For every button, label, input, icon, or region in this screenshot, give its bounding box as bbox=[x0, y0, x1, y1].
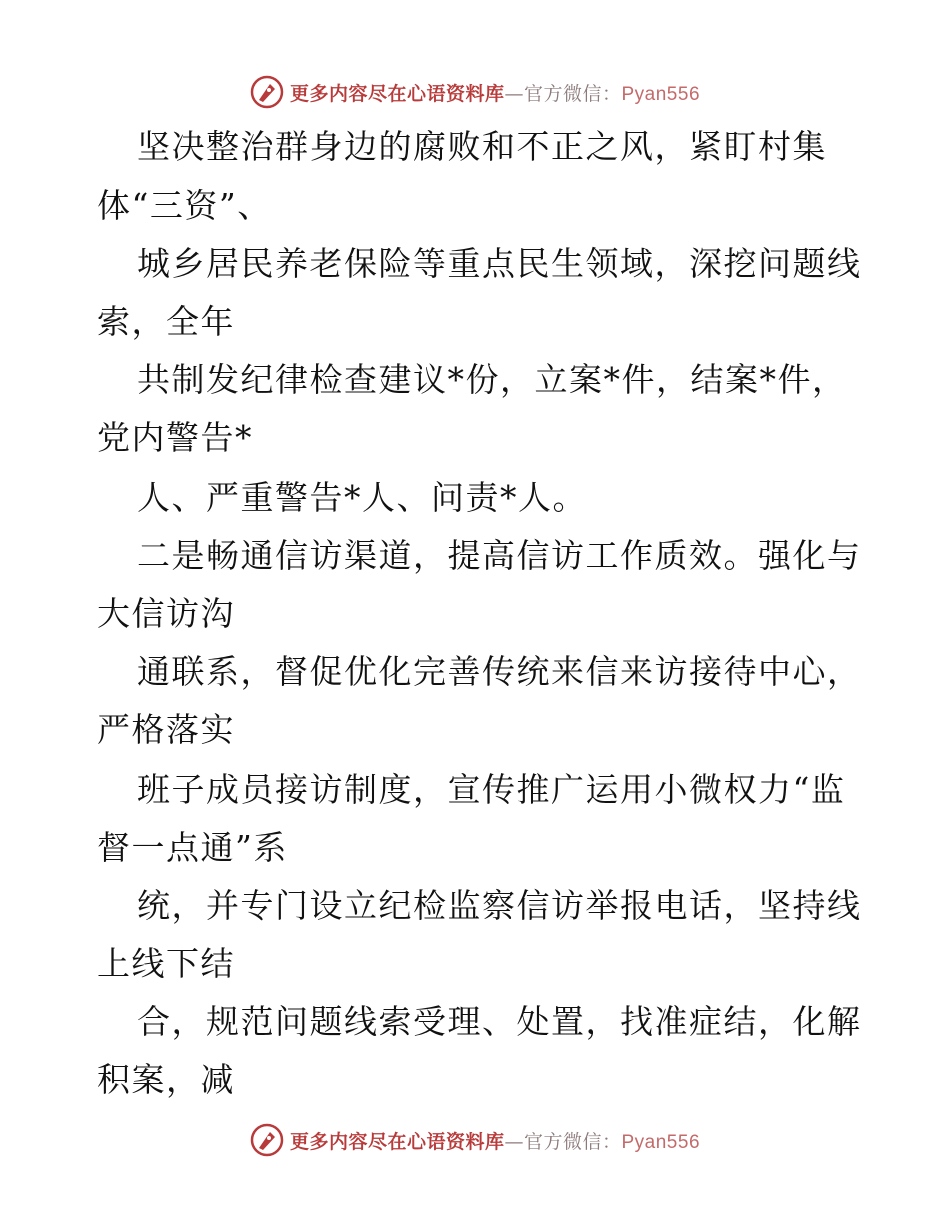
footer-watermark bbox=[0, 1120, 950, 1160]
watermark-title: 更多内容尽在心语资料库 bbox=[289, 1130, 505, 1153]
watermark-wechat-id: Pyan556 bbox=[621, 83, 701, 105]
watermark-official-label: 官方微信： bbox=[523, 1130, 622, 1153]
text-line: 督一点通”系 bbox=[97, 828, 288, 867]
watermark-separator: — bbox=[504, 82, 524, 105]
text-line: 人、严重警告*人、问责*人。 bbox=[137, 478, 587, 517]
text-line: 坚决整治群身边的腐败和不正之风，紧盯村集 bbox=[137, 127, 827, 166]
pen-nib-logo-icon bbox=[250, 1123, 284, 1157]
text-line: 大信访沟 bbox=[97, 594, 235, 633]
text-line: 上线下结 bbox=[97, 944, 235, 983]
watermark-separator: — bbox=[504, 1130, 524, 1153]
text-line: 党内警告* bbox=[97, 418, 253, 457]
text-line: 二是畅通信访渠道，提高信访工作质效。强化与 bbox=[137, 536, 862, 575]
text-line: 通联系，督促优化完善传统来信来访接待中心， bbox=[137, 652, 862, 691]
text-line: 城乡居民养老保险等重点民生领域，深挖问题线 bbox=[137, 244, 862, 283]
text-line: 积案，减 bbox=[97, 1060, 235, 1099]
pen-nib-logo-icon bbox=[250, 75, 284, 109]
watermark-wechat-id: Pyan556 bbox=[621, 1131, 701, 1153]
text-line: 索，全年 bbox=[97, 302, 235, 341]
text-line: 严格落实 bbox=[97, 710, 235, 749]
text-line: 体“三资”、 bbox=[97, 186, 272, 225]
text-line: 合，规范问题线索受理、处置，找准症结，化解 bbox=[137, 1002, 862, 1041]
text-line: 统，并专门设立纪检监察信访举报电话，坚持线 bbox=[137, 886, 862, 925]
header-watermark bbox=[0, 72, 950, 112]
watermark-official-label: 官方微信： bbox=[523, 82, 622, 105]
text-line: 班子成员接访制度，宣传推广运用小微权力“监 bbox=[137, 770, 846, 809]
text-line: 共制发纪律检查建议*份，立案*件，结案*件， bbox=[137, 360, 847, 399]
watermark-title: 更多内容尽在心语资料库 bbox=[289, 82, 505, 105]
